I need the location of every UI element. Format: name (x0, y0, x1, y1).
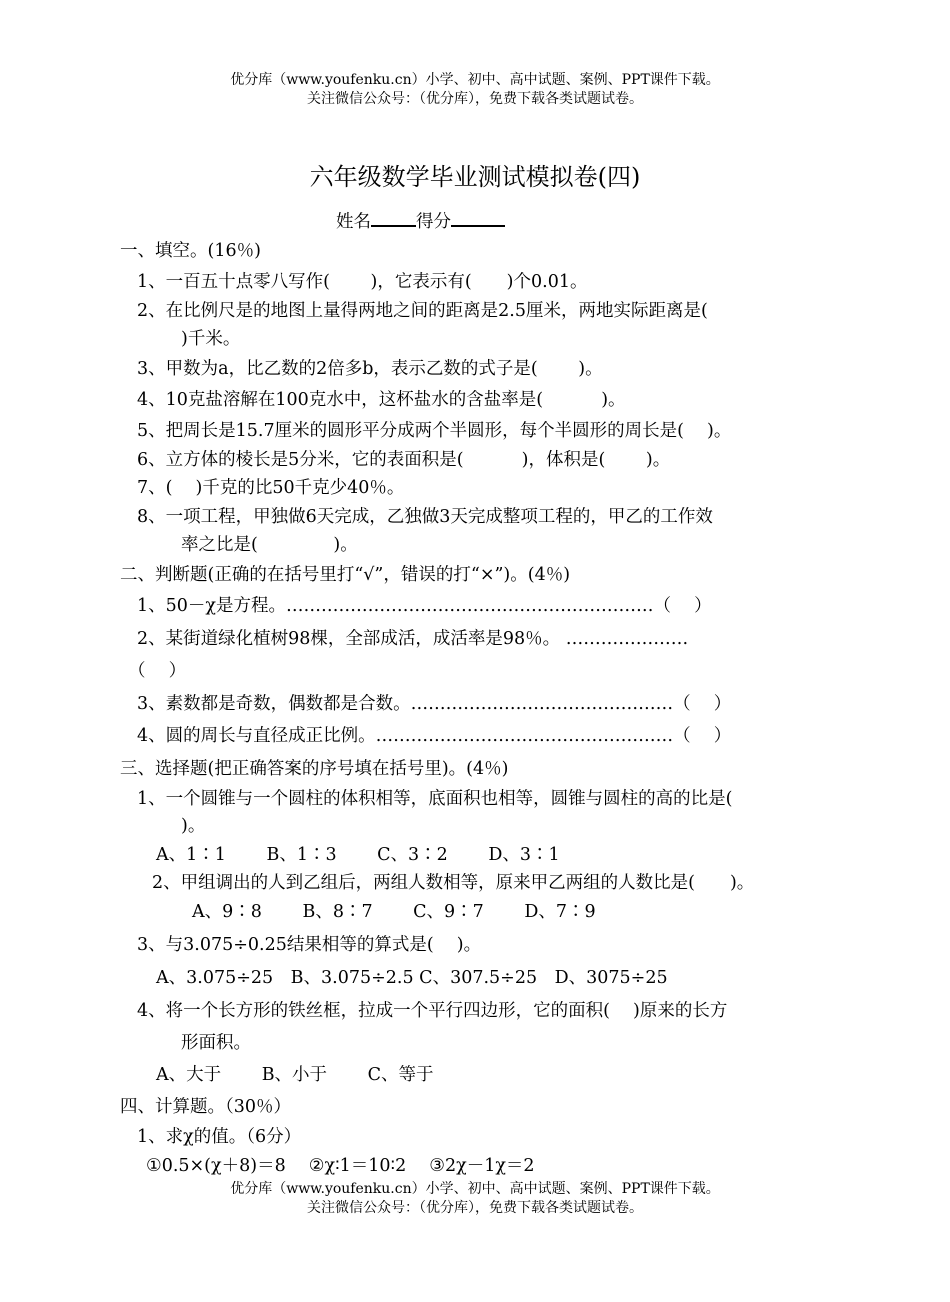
s4-q1-items: ①0.5×(χ＋8)＝8 ②χ∶1＝10∶2 ③2χ－1χ＝2 (146, 1156, 535, 1176)
s1-q8-line1: 8、一项工程，甲独做6天完成，乙独做3天完成整项工程的，甲乙的工作效 (137, 507, 713, 527)
s1-q7: 7、( )千克的比50千克少40％。 (137, 478, 405, 498)
section-1-heading: 一、填空。(16％) (120, 241, 261, 261)
s2-q2-line1: 2、某街道绿化植树98棵，全部成活，成活率是98％。 ………………… (137, 629, 689, 649)
s1-q8-line2: 率之比是( )。 (181, 535, 358, 555)
s3-q1-options: A、1∶1 B、1∶3 C、3∶2 D、3∶1 (156, 845, 560, 865)
score-blank (451, 209, 505, 227)
s3-q4-line1: 4、将一个长方形的铁丝框，拉成一个平行四边形，它的面积( )原来的长方 (137, 1001, 728, 1021)
header-line-1: 优分库（www.youfenku.cn）小学、初中、高中试题、案例、PPT课件下载。 (230, 72, 720, 88)
s3-q4-line2: 形面积。 (181, 1033, 251, 1053)
s1-q3: 3、甲数为a，比乙数的2倍多b，表示乙数的式子是( )。 (137, 359, 603, 379)
s3-q1-line2: )。 (181, 816, 206, 836)
s3-q4-options: A、大于 B、小于 C、等于 (156, 1065, 434, 1085)
section-3-heading: 三、选择题(把正确答案的序号填在括号里)。(4％) (120, 759, 509, 779)
name-score-row (336, 209, 505, 234)
s3-q2: 2、甲组调出的人到乙组后，两组人数相等，原来甲乙两组的人数比是( )。 (152, 873, 755, 893)
section-4-heading: 四、计算题。（30％） (120, 1097, 292, 1117)
s4-q1: 1、求χ的值。（6分） (137, 1127, 302, 1147)
s1-q1: 1、一百五十点零八写作( )，它表示有( )个0.01。 (137, 272, 588, 292)
s3-q1-line1: 1、一个圆锥与一个圆柱的体积相等，底面积也相等，圆锥与圆柱的高的比是( (137, 789, 733, 809)
s2-q2-line2: （ ） (128, 661, 187, 681)
s2-q4: 4、圆的周长与直径成正比例。……………………………………………（ ） (137, 726, 732, 746)
section-2-heading: 二、判断题(正确的在括号里打“√”，错误的打“×”)。(4％) (120, 565, 571, 585)
s1-q5: 5、把周长是15.7厘米的圆形平分成两个半圆形，每个半圆形的周长是( )。 (137, 421, 732, 441)
s1-q2-line2: )千米。 (181, 329, 241, 349)
footer-line-2: 关注微信公众号：（优分库），免费下载各类试题试卷。 (307, 1200, 643, 1216)
name-blank (371, 209, 416, 227)
footer-line-1: 优分库（www.youfenku.cn）小学、初中、高中试题、案例、PPT课件下载。 (230, 1181, 720, 1197)
s3-q3-options: A、3.075÷25 B、3.075÷2.5 C、307.5÷25 D、3075÷25 (156, 968, 668, 988)
score-label: 得分 (416, 212, 451, 232)
s1-q2-line1: 2、在比例尺是的地图上量得两地之间的距离是2.5厘米，两地实际距离是( (137, 301, 708, 321)
header-line-2: 关注微信公众号：（优分库），免费下载各类试题试卷。 (307, 91, 643, 107)
s1-q4: 4、10克盐溶解在100克水中，这杯盐水的含盐率是( )。 (137, 390, 626, 410)
s3-q2-options: A、9∶8 B、8∶7 C、9∶7 D、7∶9 (192, 902, 596, 922)
s2-q1: 1、50－χ是方程。………………………………………………………（ ） (137, 596, 712, 616)
name-label: 姓名 (336, 212, 371, 232)
s2-q3: 3、素数都是奇数，偶数都是合数。………………………………………（ ） (137, 694, 732, 714)
exam-title: 六年级数学毕业测试模拟卷(四) (309, 163, 641, 191)
s3-q3: 3、与3.075÷0.25结果相等的算式是( )。 (137, 935, 482, 955)
s1-q6: 6、立方体的棱长是5分米，它的表面积是( )，体积是( )。 (137, 450, 671, 470)
